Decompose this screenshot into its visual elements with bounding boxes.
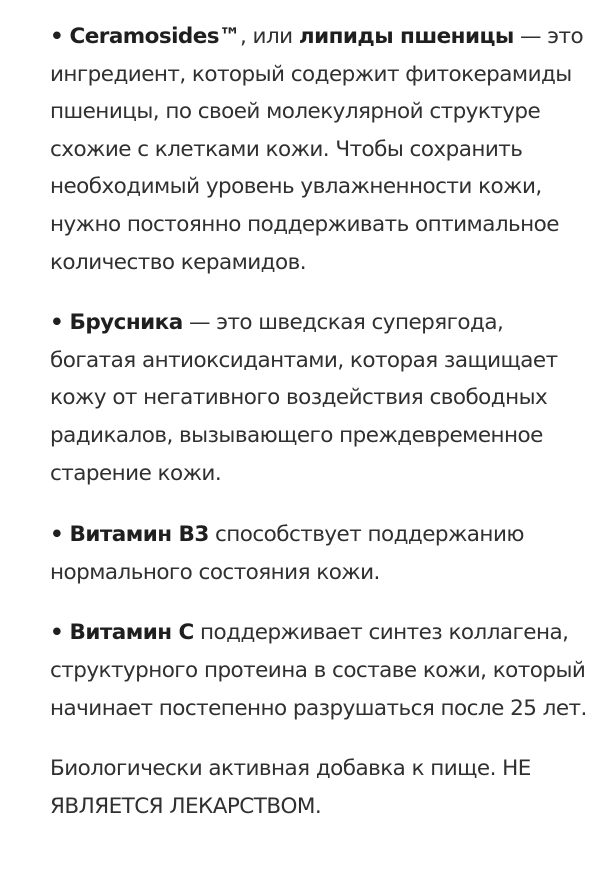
paragraph-vitamin-b3: [50, 516, 590, 591]
bullet: •: [50, 24, 64, 49]
ingredient-name: Брусника: [69, 310, 183, 336]
paragraph-text: , или: [239, 24, 299, 49]
paragraph-text: — это ингредиент, который содержит фитокерамиды пшеницы, по своей молекулярной структуре схожие с клетками кожи. Чтобы сохранить необходимый уровень увлажненности кожи, нужно постоянно поддерживать оптимальное количество керамидов.: [50, 24, 584, 275]
bullet: •: [50, 522, 64, 548]
paragraph-text: способствует поддержанию нормального состояния кожи.: [50, 522, 524, 585]
paragraph-vitamin-c: [50, 614, 590, 727]
paragraph-ceramosides: [50, 18, 590, 281]
ingredient-name: Витамин С: [69, 620, 194, 646]
ingredient-name-alt: липиды пшеницы: [298, 24, 514, 49]
ingredient-name: Ceramosides™: [69, 24, 240, 49]
disclaimer: Биологически активная добавка к пище. НЕ ЯВЛЯЕТСЯ ЛЕКАРСТВОМ.: [50, 756, 531, 819]
bullet: •: [50, 310, 64, 336]
paragraph-lingonberry: [50, 304, 590, 492]
paragraph-text: — это шведская суперягода, богатая антиоксидантами, которая защищает кожу от негативного воздействия свободных радикалов, вызывающего преждевременное старение кожи.: [50, 310, 558, 486]
ingredients-text: [50, 18, 590, 825]
ingredient-name: Витамин В3: [69, 522, 209, 548]
bullet: •: [50, 620, 64, 646]
paragraph-text: поддерживает синтез коллагена, структурного протеина в составе кожи, который начинает постепенно разрушаться после 25 лет.: [50, 620, 587, 721]
